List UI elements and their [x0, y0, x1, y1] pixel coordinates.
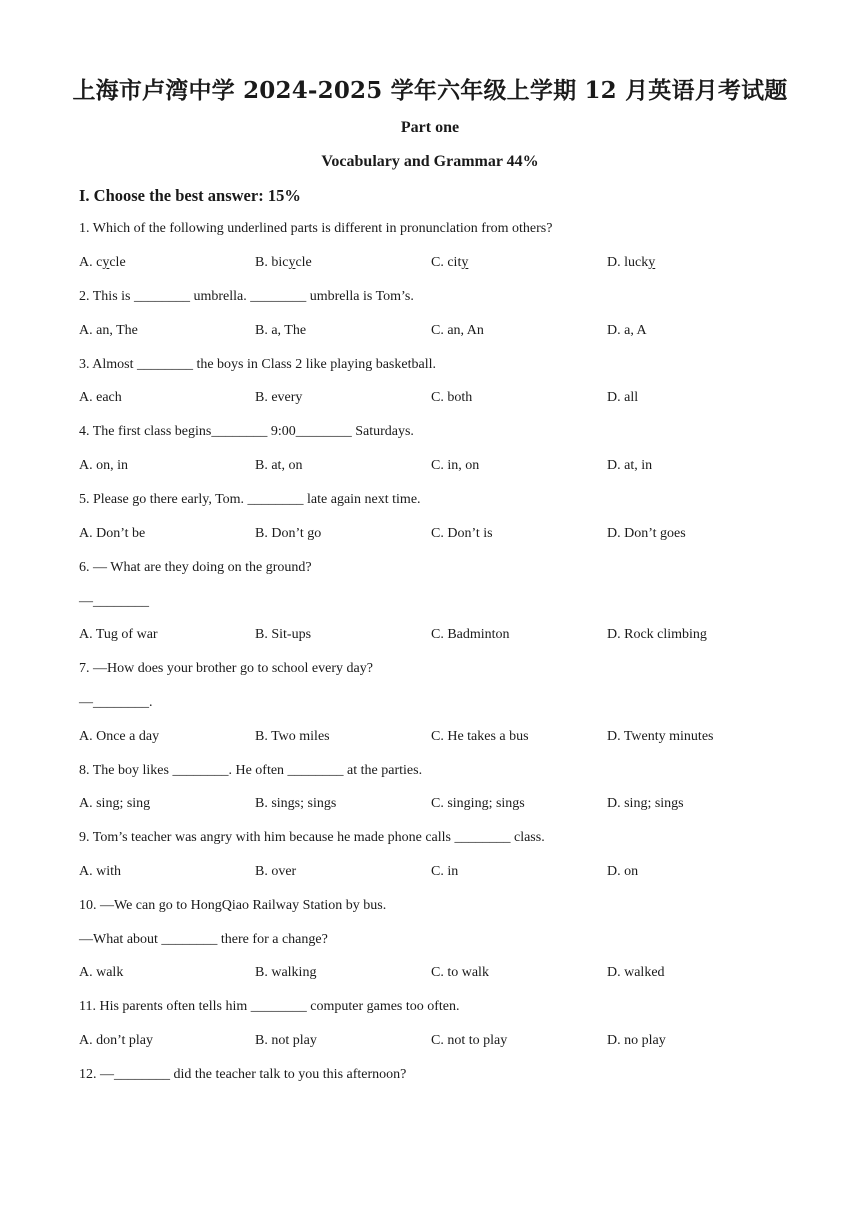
option-6b: B. Sit-ups: [255, 627, 312, 642]
option-7d: D. Twenty minutes: [607, 729, 714, 744]
option-7b: B. Two miles: [255, 729, 330, 744]
option-8b: B. sings; sings: [255, 796, 337, 811]
question-reply-7: —________.: [79, 695, 153, 710]
option-4a: A. on, in: [79, 458, 128, 473]
question-stem-12: 12. —________ did the teacher talk to you this afternoon?: [79, 1067, 407, 1082]
option-6d: D. Rock climbing: [607, 627, 707, 642]
underlined-letter: y: [648, 255, 656, 270]
option-10c: C. to walk: [431, 965, 489, 980]
part-heading: Part one: [400, 119, 460, 136]
section-heading: I. Choose the best answer: 15%: [79, 186, 301, 205]
option-3c: C. both: [431, 390, 473, 405]
options-row-8: [0, 796, 860, 816]
option-4b: B. at, on: [255, 458, 303, 473]
question-stem-6: 6. — What are they doing on the ground?: [79, 560, 312, 575]
question-stem-2: 2. This is ________ umbrella. ________ umbrella is Tom’s.: [79, 289, 414, 304]
question-stem-10: 10. —We can go to HongQiao Railway Station by bus.: [79, 898, 387, 913]
options-row-11: [0, 1033, 860, 1053]
question-stem-1: 1. Which of the following underlined parts is different in pronunclation from others?: [79, 221, 553, 236]
option-11b: B. not play: [255, 1033, 317, 1048]
option-2d: D. a, A: [607, 323, 647, 338]
option-1d: D. lucky: [607, 255, 656, 270]
option-1a: A. cycle: [79, 255, 126, 270]
option-6c: C. Badminton: [431, 627, 510, 642]
option-3b: B. every: [255, 390, 303, 405]
option-5a: A. Don’t be: [79, 526, 146, 541]
option-7c: C. He takes a bus: [431, 729, 529, 744]
question-reply-6: —________: [79, 594, 149, 609]
option-2b: B. a, The: [255, 323, 307, 338]
option-11a: A. don’t play: [79, 1033, 154, 1048]
option-8c: C. singing; sings: [431, 796, 525, 811]
option-8d: D. sing; sings: [607, 796, 684, 811]
option-9b: B. over: [255, 864, 297, 879]
question-stem-3: 3. Almost ________ the boys in Class 2 like playing basketball.: [79, 357, 436, 372]
option-9a: A. with: [79, 864, 121, 879]
option-7a: A. Once a day: [79, 729, 160, 744]
option-5b: B. Don’t go: [255, 526, 322, 541]
options-row-1: [0, 255, 860, 275]
options-row-4: [0, 458, 860, 478]
option-10a: A. walk: [79, 965, 124, 980]
option-9d: D. on: [607, 864, 639, 879]
options-row-2: [0, 323, 860, 343]
option-8a: A. sing; sing: [79, 796, 151, 811]
question-stem-4: 4. The first class begins________ 9:00________ Saturdays.: [79, 424, 414, 439]
underlined-letter: y: [288, 255, 296, 270]
question-stem-9: 9. Tom’s teacher was angry with him because he made phone calls ________ class.: [79, 830, 545, 845]
option-11c: C. not to play: [431, 1033, 508, 1048]
question-reply-10: —What about ________ there for a change?: [79, 932, 328, 947]
option-9c: C. in: [431, 864, 459, 879]
option-1b: B. bicycle: [255, 255, 312, 270]
option-3a: A. each: [79, 390, 122, 405]
option-6a: A. Tug of war: [79, 627, 158, 642]
underlined-letter: y: [461, 255, 469, 270]
option-1c: C. city: [431, 255, 469, 270]
option-10d: D. walked: [607, 965, 665, 980]
question-stem-11: 11. His parents often tells him ________ computer games too often.: [79, 999, 460, 1014]
option-5c: C. Don’t is: [431, 526, 493, 541]
option-4c: C. in, on: [431, 458, 480, 473]
options-row-10: [0, 965, 860, 985]
option-5d: D. Don’t goes: [607, 526, 686, 541]
option-2a: A. an, The: [79, 323, 138, 338]
options-row-5: [0, 526, 860, 546]
question-stem-8: 8. The boy likes ________. He often ________ at the parties.: [79, 763, 423, 778]
option-10b: B. walking: [255, 965, 317, 980]
options-row-3: [0, 390, 860, 410]
underlined-letter: y: [102, 255, 110, 270]
option-3d: D. all: [607, 390, 639, 405]
option-2c: C. an, An: [431, 323, 484, 338]
section-subtitle: Vocabulary and Grammar 44%: [321, 153, 539, 170]
option-11d: D. no play: [607, 1033, 666, 1048]
question-stem-5: 5. Please go there early, Tom. ________ late again next time.: [79, 492, 421, 507]
options-row-9: [0, 864, 860, 884]
page-title: 上海市卢湾中学 2024-2025 学年六年级上学期 12 月英语月考试题: [72, 77, 788, 104]
question-stem-7: 7. —How does your brother go to school every day?: [79, 661, 373, 676]
option-4d: D. at, in: [607, 458, 653, 473]
options-row-7: [0, 729, 860, 749]
options-row-6: [0, 627, 860, 647]
